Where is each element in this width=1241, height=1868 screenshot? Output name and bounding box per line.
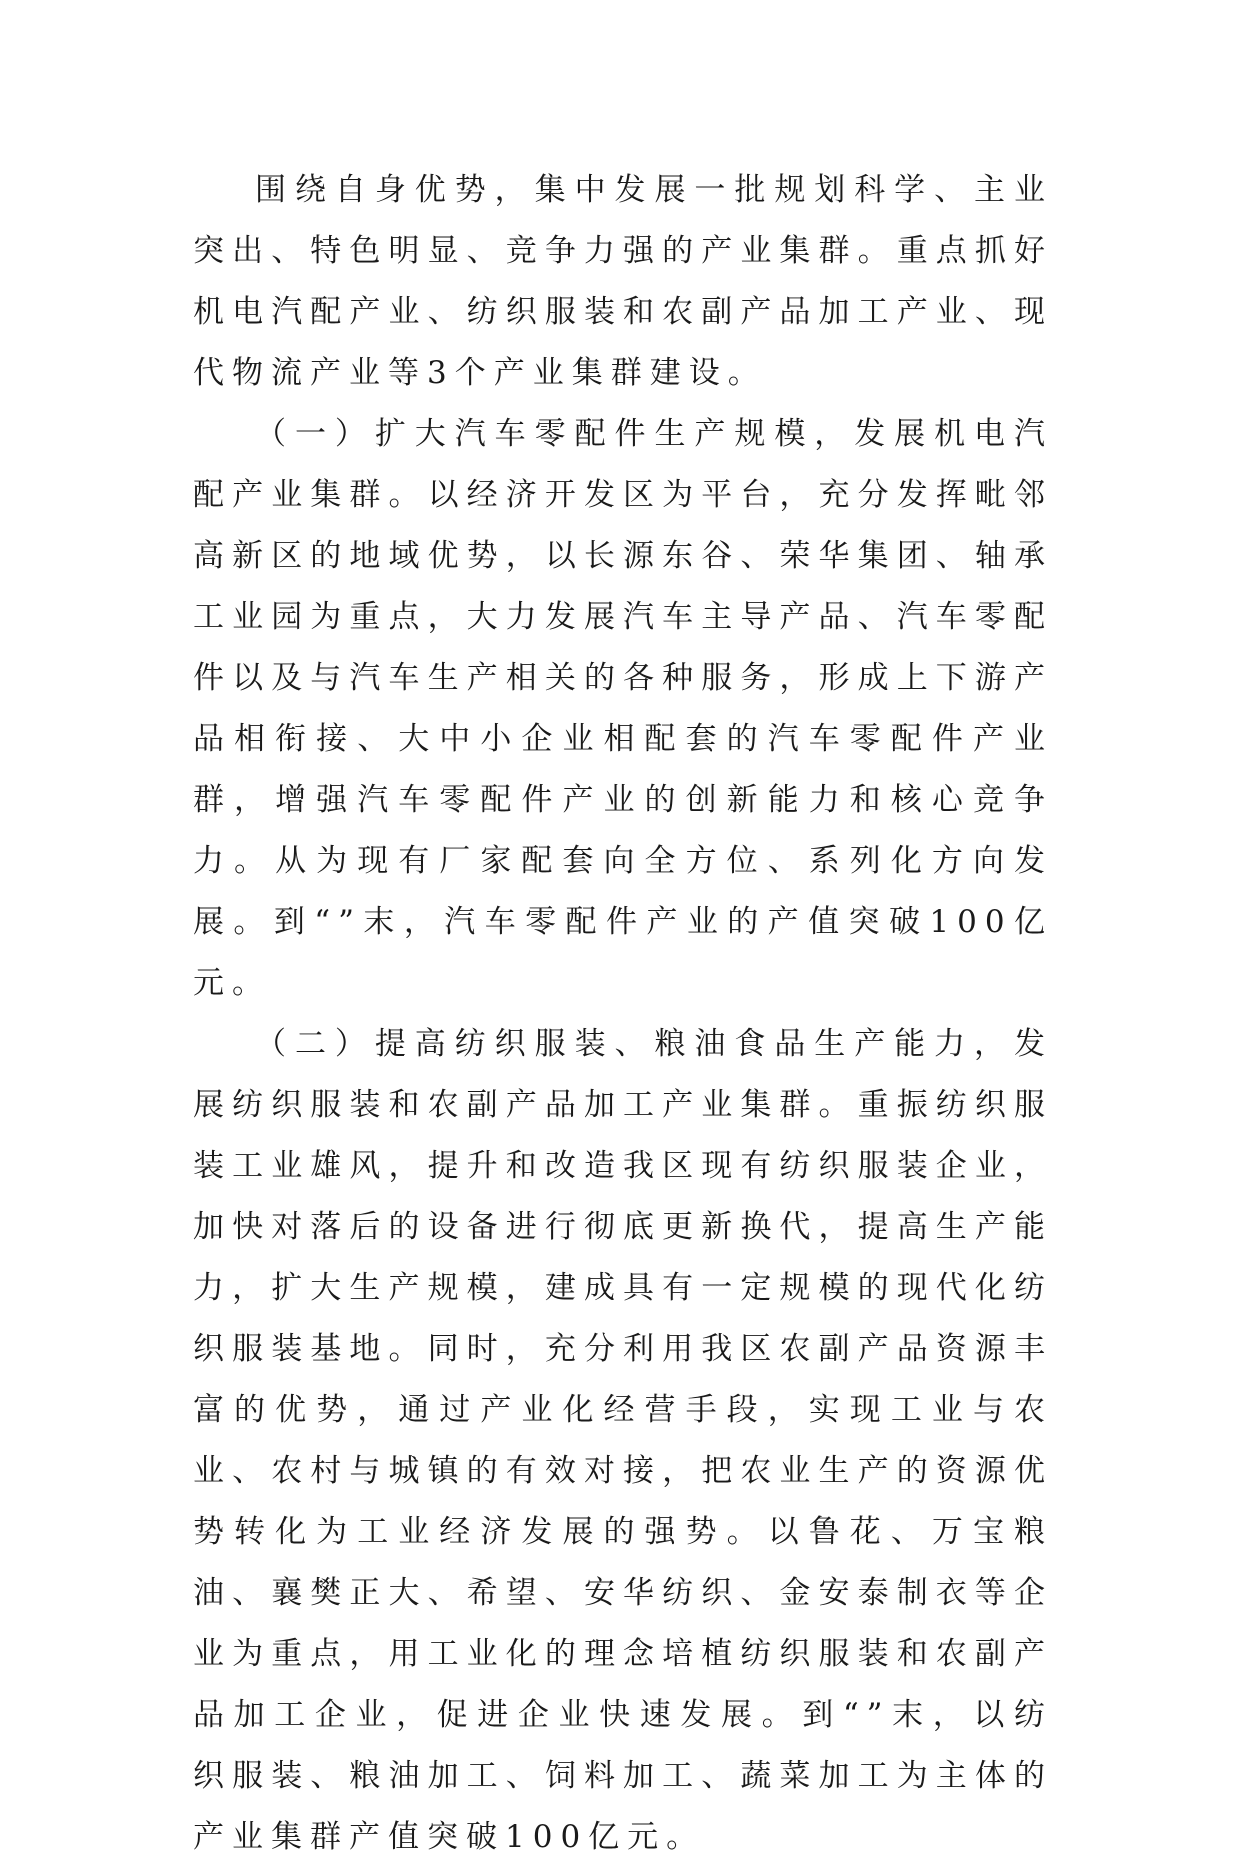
paragraph-section-two: （二）提高纺织服装、粮油食品生产能力，发展纺织服装和农副产品加工产业集群。重振纺织服装工业雄风，提升和改造我区现有纺织服装企业，加快对落后的设备进行彻底更新换代，提高生产能力，扩大生产规模，建成具有一定规模的现代化纺织服装基地。同时，充分利用我区农副产品资源丰富的优势，通过产业化经营手段，实现工业与农业、农村与城镇的有效对接，把农业生产的资源优势转化为工业经济发展的强势。以鲁花、万宝粮油、襄樊正大、希望、安华纺织、金安泰制衣等企业为重点，用工业化的理念培植纺织服装和农副产品加工企业，促进企业快速发展。到“”末，以纺织服装、粮油加工、饲料加工、蔬菜加工为主体的产业集群产值突破100亿元。 (193, 1026, 1053, 1855)
paragraph-section-one: （一）扩大汽车零配件生产规模，发展机电汽配产业集群。以经济开发区为平台，充分发挥毗邻高新区的地域优势，以长源东谷、荣华集团、轴承工业园为重点，大力发展汽车主导产品、汽车零配件以及与汽车生产相关的各种服务，形成上下游产品相衔接、大中小企业相配套的汽车零配件产业群，增强汽车零配件产业的创新能力和核心竞争力。从为现有厂家配套向全方位、系列化方向发展。到“”末，汽车零配件产业的产值突破100亿元。 (193, 416, 1053, 1001)
paragraph-intro: 围绕自身优势，集中发展一批规划科学、主业突出、特色明显、竞争力强的产业集群。重点抓好机电汽配产业、纺织服装和农副产品加工产业、现代物流产业等3个产业集群建设。 (193, 172, 1053, 391)
document-body (193, 160, 1053, 1868)
